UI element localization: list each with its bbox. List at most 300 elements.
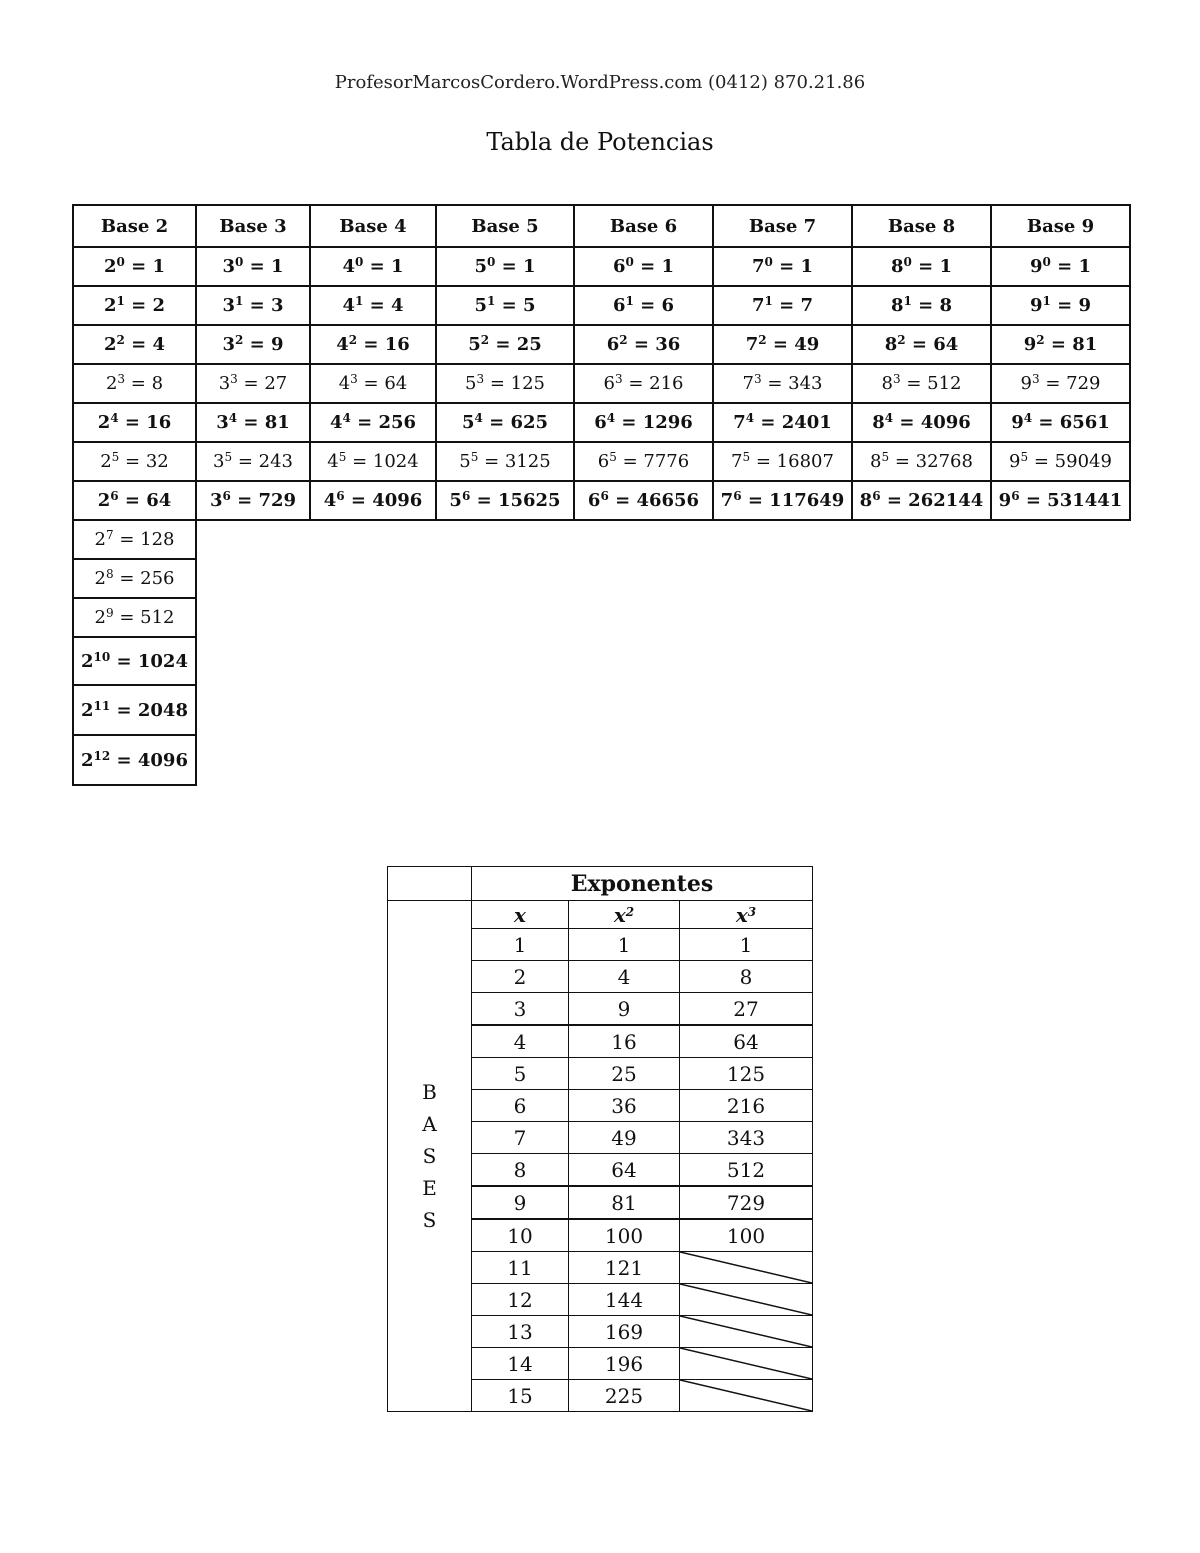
power-result: = 256 <box>119 568 175 589</box>
power-result: = 1 <box>779 256 814 277</box>
power-cell <box>73 364 196 403</box>
power-exponent: 1 <box>355 294 364 308</box>
bases-letter: S <box>422 1208 437 1232</box>
powers-row <box>73 247 1130 286</box>
power-exponent: 2 <box>116 333 125 347</box>
power-result: = 256 <box>357 412 417 433</box>
power-result: = 4096 <box>350 490 423 511</box>
bases-letter: S <box>422 1144 437 1168</box>
power-exponent: 12 <box>93 748 111 763</box>
power-exponent: 11 <box>93 698 111 713</box>
base-header: Base 5 <box>436 205 574 247</box>
power-exponent: 3 <box>614 372 623 386</box>
power-base: 4 <box>342 256 355 277</box>
bases-label <box>388 901 472 1412</box>
power-result: = 25 <box>495 334 542 355</box>
power-exponent: 0 <box>487 255 496 269</box>
power-result: = 4 <box>131 334 166 355</box>
cube-value: 343 <box>680 1122 813 1154</box>
power-result: = 1 <box>1057 256 1092 277</box>
empty-area <box>196 598 1130 637</box>
power-cell <box>73 442 196 481</box>
power-exponent: 4 <box>884 411 894 425</box>
power-cell <box>574 403 713 442</box>
bases-letter: A <box>422 1112 437 1136</box>
power-base: 6 <box>594 412 607 433</box>
power-result: = 27 <box>243 373 288 394</box>
power-cell <box>73 247 196 286</box>
power-cell <box>713 286 852 325</box>
power-cell <box>73 735 196 785</box>
power-result: = 1 <box>640 256 675 277</box>
power-base: 6 <box>606 334 620 355</box>
power-exponent: 4 <box>606 411 616 425</box>
power-base: 4 <box>327 451 339 472</box>
power-cell <box>73 403 196 442</box>
power-base: 5 <box>474 295 487 316</box>
empty-area <box>196 735 1130 785</box>
power-base: 2 <box>81 650 94 672</box>
power-exponent: 4 <box>342 411 351 425</box>
power-exponent: 9 <box>105 606 114 620</box>
power-base: 3 <box>222 334 235 355</box>
square-value: 49 <box>569 1122 680 1154</box>
power-exponent: 0 <box>764 255 773 269</box>
power-cell <box>574 364 713 403</box>
exp-title-row <box>388 867 813 901</box>
base-value: 12 <box>472 1284 569 1316</box>
power-cell <box>73 559 196 598</box>
power-cell <box>310 286 436 325</box>
power-exponent: 3 <box>753 372 762 386</box>
power-cell <box>713 247 852 286</box>
power-exponent: 4 <box>1023 411 1033 425</box>
col-header-x3-exp: 3 <box>747 904 757 919</box>
cube-value: 100 <box>680 1219 813 1252</box>
exp-header-row <box>388 901 813 929</box>
power-base: 4 <box>336 334 349 355</box>
power-result: = 64 <box>124 490 172 511</box>
power-cell <box>196 247 310 286</box>
power-result: = 4096 <box>899 412 971 433</box>
base-header: Base 2 <box>73 205 196 247</box>
power-result: = 64 <box>911 334 959 355</box>
power-result: = 59049 <box>1033 451 1112 472</box>
col-header-x3-var: x <box>735 902 748 927</box>
power-base: 9 <box>1023 334 1037 355</box>
power-exponent: 2 <box>235 333 244 347</box>
power-result: = 8 <box>918 295 953 316</box>
power-exponent: 0 <box>116 255 125 269</box>
power-result: = 2048 <box>116 699 188 721</box>
col-header-x2 <box>569 901 680 929</box>
power-result: = 262144 <box>886 490 984 511</box>
power-result: = 7776 <box>622 451 690 472</box>
power-cell <box>310 325 436 364</box>
powers-row-base2 <box>73 637 1130 685</box>
power-result: = 729 <box>237 490 297 511</box>
power-base: 3 <box>218 373 231 394</box>
power-base: 7 <box>720 490 734 511</box>
power-exponent: 7 <box>105 528 114 542</box>
power-exponent: 6 <box>222 489 231 503</box>
cube-value: 1 <box>680 929 813 961</box>
power-exponent: 10 <box>93 649 111 664</box>
power-cell <box>436 403 574 442</box>
power-result: = 7 <box>779 295 814 316</box>
power-base: 5 <box>459 451 471 472</box>
power-cell <box>310 247 436 286</box>
power-cell <box>436 364 574 403</box>
power-exponent: 2 <box>619 333 628 347</box>
power-cell <box>991 403 1130 442</box>
power-base: 7 <box>731 451 743 472</box>
power-cell <box>436 442 574 481</box>
power-exponent: 5 <box>609 450 617 464</box>
power-base: 5 <box>465 373 477 394</box>
square-value: 100 <box>569 1219 680 1252</box>
power-result: = 729 <box>1045 373 1101 394</box>
power-result: = 9 <box>249 334 284 355</box>
power-exponent: 6 <box>461 489 471 503</box>
col-header-x2-exp: 2 <box>625 904 635 919</box>
power-cell <box>852 286 991 325</box>
powers-row-base2 <box>73 598 1130 637</box>
power-base: 7 <box>745 334 759 355</box>
base-header: Base 8 <box>852 205 991 247</box>
power-exponent: 5 <box>1020 450 1029 464</box>
col-header-x-var: x <box>514 902 526 927</box>
power-cell <box>713 481 852 520</box>
square-value: 36 <box>569 1090 680 1122</box>
power-cell <box>991 325 1130 364</box>
power-exponent: 3 <box>350 372 358 386</box>
power-base: 3 <box>209 490 223 511</box>
power-base: 2 <box>94 529 106 550</box>
power-base: 9 <box>1009 451 1021 472</box>
power-base: 5 <box>468 334 481 355</box>
square-value: 9 <box>569 993 680 1026</box>
power-result: = 243 <box>237 451 293 472</box>
power-base: 2 <box>81 699 94 721</box>
page-title: Tabla de Potencias <box>486 128 714 156</box>
power-result: = 117649 <box>747 490 845 511</box>
power-base: 8 <box>881 373 893 394</box>
power-cell <box>991 286 1130 325</box>
power-base: 3 <box>222 295 235 316</box>
powers-row-base2 <box>73 559 1130 598</box>
power-cell <box>310 481 436 520</box>
power-cell <box>713 403 852 442</box>
power-cell <box>73 325 196 364</box>
diagonal-strike-icon <box>680 1380 812 1411</box>
power-exponent: 5 <box>881 450 890 464</box>
power-cell <box>574 286 713 325</box>
power-exponent: 6 <box>872 489 881 503</box>
power-result: = 9 <box>1057 295 1092 316</box>
power-result: = 343 <box>767 373 823 394</box>
diagonal-strike-icon <box>680 1252 812 1283</box>
power-base: 8 <box>884 334 898 355</box>
power-cell <box>73 598 196 637</box>
power-result: = 512 <box>119 607 175 628</box>
power-result: = 1024 <box>352 451 419 472</box>
col-header-x2-var: x <box>613 902 626 927</box>
power-cell <box>713 442 852 481</box>
diagonal-strike-icon <box>680 1348 812 1379</box>
power-base: 2 <box>103 295 117 316</box>
power-result: = 1 <box>249 256 284 277</box>
power-exponent: 1 <box>764 294 773 308</box>
base-value: 4 <box>472 1025 569 1058</box>
base-value: 7 <box>472 1122 569 1154</box>
base-value: 14 <box>472 1348 569 1380</box>
power-exponent: 4 <box>110 411 119 425</box>
powers-row <box>73 364 1130 403</box>
power-base: 7 <box>733 412 746 433</box>
power-result: = 531441 <box>1025 490 1123 511</box>
power-cell <box>852 481 991 520</box>
power-result: = 16807 <box>755 451 834 472</box>
powers-row-base2 <box>73 735 1130 785</box>
cube-value: 8 <box>680 961 813 993</box>
base-value: 15 <box>472 1380 569 1412</box>
power-cell <box>196 364 310 403</box>
power-exponent: 3 <box>1031 372 1040 386</box>
power-base: 8 <box>872 412 885 433</box>
base-value: 11 <box>472 1252 569 1284</box>
power-exponent: 3 <box>476 372 485 386</box>
power-base: 5 <box>449 490 462 511</box>
power-exponent: 4 <box>474 411 483 425</box>
power-result: = 128 <box>119 529 175 550</box>
power-cell <box>196 325 310 364</box>
power-result: = 8 <box>130 373 164 394</box>
power-exponent: 6 <box>733 489 742 503</box>
power-result: = 5 <box>501 295 536 316</box>
power-result: = 6 <box>640 295 675 316</box>
power-cell <box>73 685 196 735</box>
power-base: 3 <box>213 451 225 472</box>
power-exponent: 3 <box>892 372 901 386</box>
power-exponent: 5 <box>224 450 233 464</box>
square-value: 16 <box>569 1025 680 1058</box>
cube-value: 512 <box>680 1154 813 1187</box>
power-exponent: 3 <box>117 372 126 386</box>
power-exponent: 4 <box>228 411 238 425</box>
power-cell <box>436 325 574 364</box>
corner-cell <box>388 867 472 901</box>
power-exponent: 3 <box>230 372 238 386</box>
power-base: 3 <box>216 412 229 433</box>
power-result: = 16 <box>363 334 410 355</box>
base-header: Base 3 <box>196 205 310 247</box>
power-cell <box>310 403 436 442</box>
power-result: = 46656 <box>615 490 700 511</box>
square-value: 1 <box>569 929 680 961</box>
power-base: 6 <box>587 490 601 511</box>
power-cell <box>574 325 713 364</box>
bases-letter: E <box>422 1176 437 1200</box>
base-value: 1 <box>472 929 569 961</box>
power-cell <box>73 481 196 520</box>
power-cell <box>196 481 310 520</box>
power-base: 5 <box>461 412 475 433</box>
power-result: = 81 <box>1050 334 1098 355</box>
power-base: 2 <box>103 334 117 355</box>
power-result: = 16 <box>124 412 172 433</box>
power-cell <box>73 520 196 559</box>
power-exponent: 5 <box>338 450 347 464</box>
power-result: = 32 <box>125 451 169 472</box>
power-base: 5 <box>474 256 487 277</box>
power-base: 6 <box>597 451 610 472</box>
base-value: 2 <box>472 961 569 993</box>
power-exponent: 1 <box>625 294 634 308</box>
power-cell <box>713 364 852 403</box>
powers-table <box>72 204 1131 786</box>
base-header: Base 6 <box>574 205 713 247</box>
cube-value: 27 <box>680 993 813 1026</box>
power-exponent: 1 <box>487 294 496 308</box>
power-base: 7 <box>742 373 754 394</box>
power-cell <box>991 364 1130 403</box>
power-cell <box>436 286 574 325</box>
power-exponent: 1 <box>903 294 912 308</box>
power-base: 6 <box>603 373 615 394</box>
power-base: 9 <box>1020 373 1032 394</box>
powers-header-row <box>73 205 1130 247</box>
square-value: 81 <box>569 1186 680 1219</box>
power-result: = 2401 <box>760 412 832 433</box>
power-result: = 32768 <box>894 451 973 472</box>
base-value: 5 <box>472 1058 569 1090</box>
power-cell <box>852 325 991 364</box>
power-exponent: 0 <box>355 255 364 269</box>
power-exponent: 2 <box>1036 333 1045 347</box>
power-base: 9 <box>998 490 1012 511</box>
diagonal-strike-icon <box>680 1284 812 1315</box>
power-base: 8 <box>890 256 904 277</box>
power-exponent: 5 <box>742 450 751 464</box>
power-exponent: 2 <box>897 333 906 347</box>
power-base: 9 <box>1029 295 1043 316</box>
power-exponent: 4 <box>745 411 755 425</box>
power-exponent: 1 <box>235 294 244 308</box>
power-cell <box>73 637 196 685</box>
power-base: 6 <box>612 295 626 316</box>
power-cell <box>436 481 574 520</box>
power-base: 7 <box>751 295 765 316</box>
empty-area <box>196 637 1130 685</box>
power-result: = 1 <box>369 256 404 277</box>
power-base: 2 <box>97 490 111 511</box>
bases-letter: B <box>422 1080 437 1104</box>
powers-row-base2 <box>73 520 1130 559</box>
power-base: 4 <box>323 490 337 511</box>
power-result: = 15625 <box>476 490 561 511</box>
power-cell <box>574 247 713 286</box>
power-result: = 6561 <box>1038 412 1110 433</box>
no-value-cell <box>680 1252 813 1284</box>
square-value: 225 <box>569 1380 680 1412</box>
power-exponent: 0 <box>235 255 244 269</box>
power-exponent: 6 <box>336 489 345 503</box>
no-value-cell <box>680 1316 813 1348</box>
power-cell <box>852 442 991 481</box>
power-base: 3 <box>222 256 235 277</box>
contact-header: ProfesorMarcosCordero.WordPress.com (0412) 870.21.86 <box>334 72 866 93</box>
power-result: = 4 <box>369 295 404 316</box>
empty-area <box>196 685 1130 735</box>
base-value: 6 <box>472 1090 569 1122</box>
power-exponent: 8 <box>105 567 114 581</box>
base-header: Base 9 <box>991 205 1130 247</box>
base-header: Base 7 <box>713 205 852 247</box>
power-exponent: 0 <box>625 255 634 269</box>
power-base: 8 <box>870 451 882 472</box>
power-base: 4 <box>342 295 355 316</box>
square-value: 144 <box>569 1284 680 1316</box>
power-result: = 3125 <box>484 451 551 472</box>
power-base: 2 <box>81 749 94 771</box>
power-exponent: 1 <box>1042 294 1051 308</box>
power-result: = 1 <box>918 256 953 277</box>
power-cell <box>852 403 991 442</box>
power-exponent: 2 <box>480 333 490 347</box>
power-result: = 1024 <box>116 650 188 672</box>
no-value-cell <box>680 1348 813 1380</box>
power-base: 7 <box>751 256 765 277</box>
col-header-x <box>472 901 569 929</box>
power-result: = 1296 <box>621 412 693 433</box>
square-value: 169 <box>569 1316 680 1348</box>
power-exponent: 6 <box>110 489 119 503</box>
power-cell <box>196 286 310 325</box>
power-base: 9 <box>1029 256 1043 277</box>
power-result: = 216 <box>628 373 684 394</box>
power-cell <box>713 325 852 364</box>
power-exponent: 1 <box>116 294 125 308</box>
power-base: 2 <box>105 373 118 394</box>
power-result: = 3 <box>249 295 284 316</box>
power-result: = 1 <box>501 256 536 277</box>
exponents-table <box>387 866 813 1412</box>
base-value: 13 <box>472 1316 569 1348</box>
power-result: = 2 <box>131 295 166 316</box>
power-cell <box>196 403 310 442</box>
powers-row <box>73 286 1130 325</box>
power-cell <box>73 286 196 325</box>
base-value: 10 <box>472 1219 569 1252</box>
power-cell <box>310 364 436 403</box>
empty-area <box>196 520 1130 559</box>
square-value: 121 <box>569 1252 680 1284</box>
powers-row <box>73 442 1130 481</box>
square-value: 4 <box>569 961 680 993</box>
power-exponent: 6 <box>1011 489 1020 503</box>
power-exponent: 5 <box>470 450 479 464</box>
power-exponent: 0 <box>903 255 912 269</box>
square-value: 196 <box>569 1348 680 1380</box>
powers-row <box>73 325 1130 364</box>
power-exponent: 2 <box>348 333 358 347</box>
cube-value: 64 <box>680 1025 813 1058</box>
base-value: 3 <box>472 993 569 1026</box>
power-base: 6 <box>612 256 626 277</box>
power-base: 2 <box>97 412 111 433</box>
power-result: = 625 <box>489 412 549 433</box>
